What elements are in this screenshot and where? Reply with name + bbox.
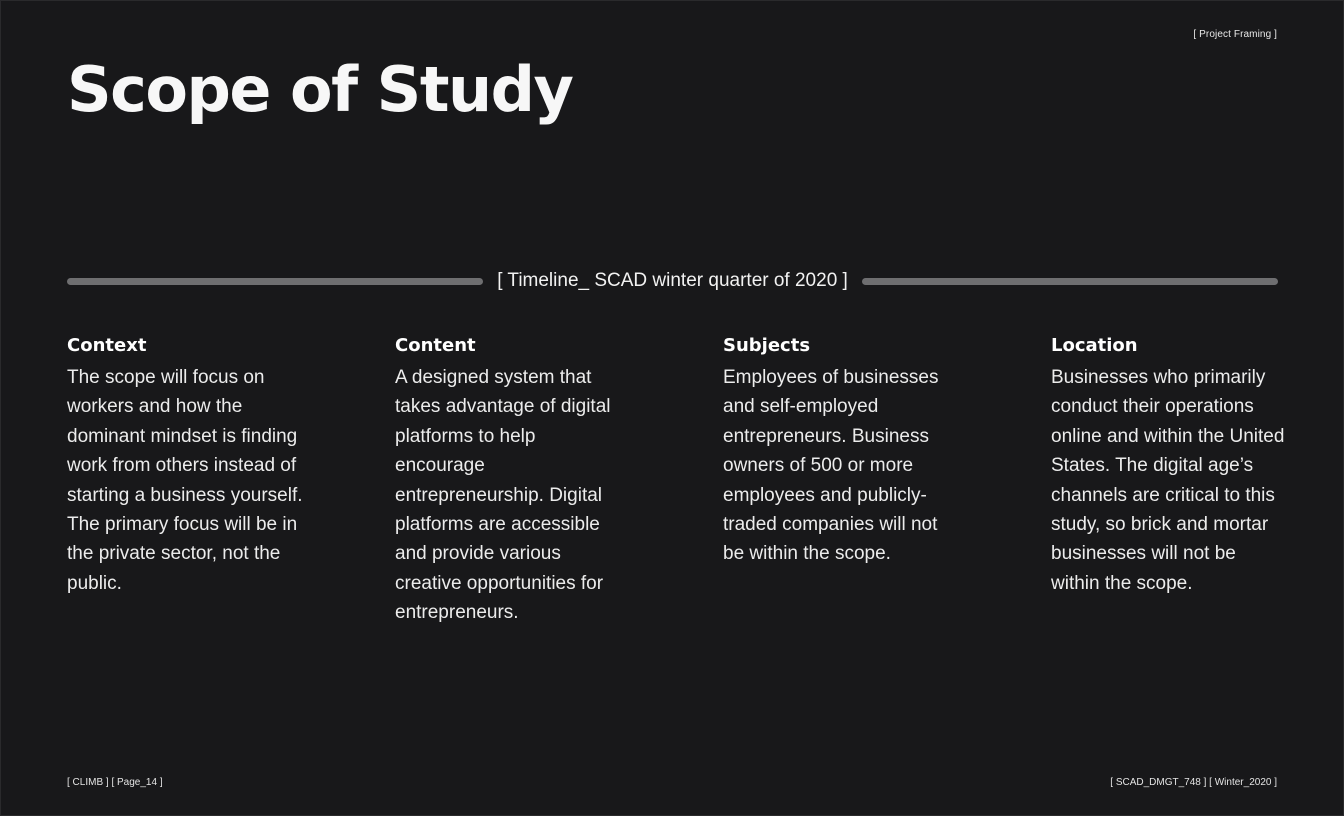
column-heading: Subjects — [723, 335, 811, 356]
timeline-bar-left — [67, 278, 483, 285]
column-subjects — [723, 333, 959, 569]
column-heading: Content — [395, 335, 476, 356]
timeline-bar-right — [862, 278, 1278, 285]
timeline — [67, 267, 1278, 295]
footer-course-info: [ SCAD_DMGT_748 ] [ Winter_2020 ] — [1110, 777, 1277, 788]
column-body: Businesses who primarily conduct their operations online and within the United States. The digital age’s channels are critical to this study, so brick and mortar businesses will not be within the scope. — [1051, 367, 1285, 594]
timeline-label: [ Timeline_ SCAD winter quarter of 2020 ] — [497, 270, 848, 291]
page-title: Scope of Study — [67, 53, 573, 126]
column-heading: Context — [67, 335, 147, 356]
column-content — [395, 333, 613, 628]
column-context — [67, 333, 303, 598]
column-body: The scope will focus on workers and how the dominant mindset is finding work from others instead of starting a business yourself. The primary focus will be in the private sector, not the public. — [67, 367, 303, 594]
column-body: A designed system that takes advantage of digital platforms to help encourage entrepreneurship. Digital platforms are accessible and provide various creative opportunities for entrepreneurs. — [395, 367, 611, 624]
column-heading: Location — [1051, 335, 1138, 356]
column-location — [1051, 333, 1287, 598]
footer-page-info: [ CLIMB ] [ Page_14 ] — [67, 777, 163, 788]
section-tag: [ Project Framing ] — [1193, 29, 1277, 40]
column-body: Employees of businesses and self-employed entrepreneurs. Business owners of 500 or more employees and publicly-traded companies will not be within the scope. — [723, 367, 939, 565]
